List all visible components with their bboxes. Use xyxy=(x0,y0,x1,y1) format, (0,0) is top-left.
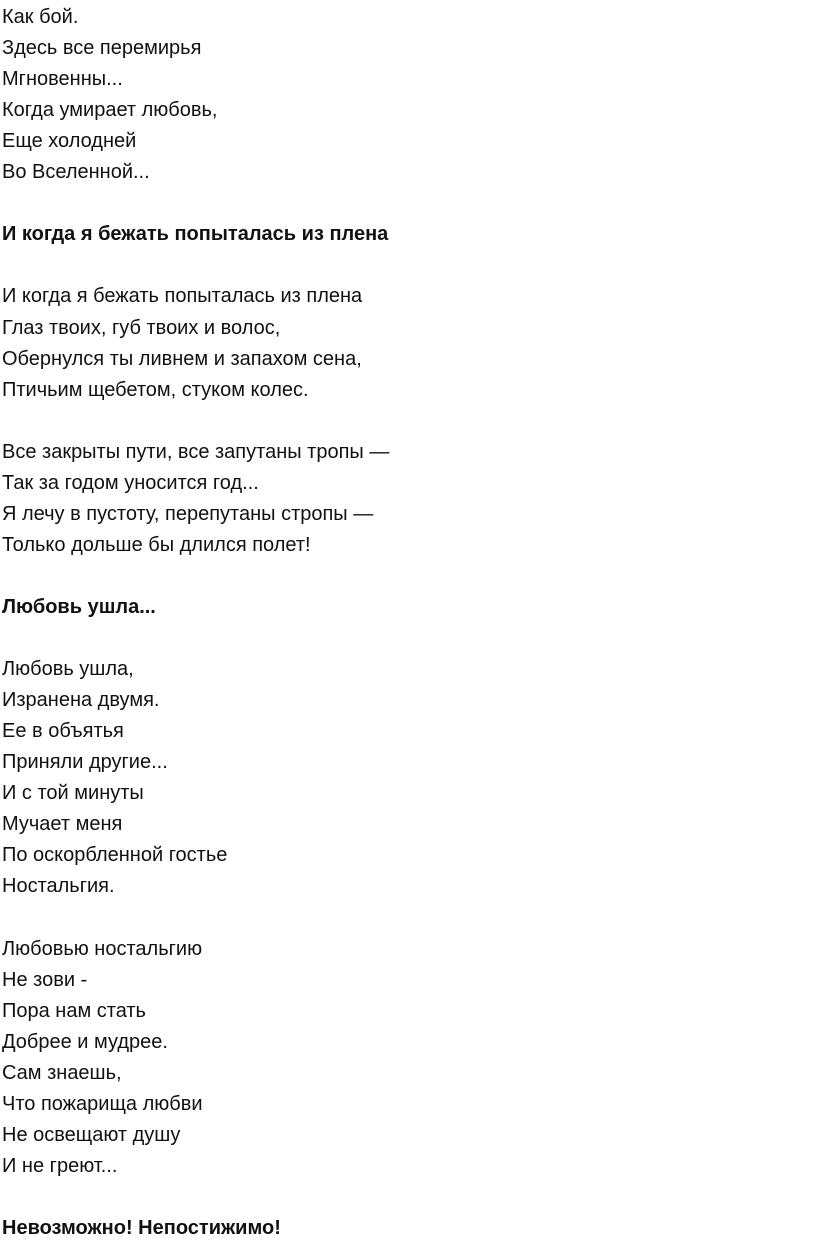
poem-line: Обернулся ты ливнем и запахом сена, xyxy=(2,347,362,370)
poem-line: Изранена двумя. xyxy=(2,689,160,712)
section-heading: Любовь ушла... xyxy=(2,596,156,618)
poem-line: Мгновенны... xyxy=(2,68,123,91)
poem-line: И с той минуты xyxy=(2,782,144,805)
poem-line: Во Вселенной... xyxy=(2,161,150,184)
poem-line: Только дольше бы длился полет! xyxy=(2,533,311,556)
poem-line: Все закрыты пути, все запутаны тропы — xyxy=(2,440,390,463)
poem-line: И не греют... xyxy=(2,1154,118,1177)
poem-line: Я лечу в пустоту, перепутаны стропы — xyxy=(2,502,374,525)
poem-line: Приняли другие... xyxy=(2,751,168,774)
poem-line: Когда умирает любовь, xyxy=(2,99,218,122)
poem-line: Сам знаешь, xyxy=(2,1061,122,1084)
poem-line: И когда я бежать попыталась из плена xyxy=(2,285,363,308)
poem-line: Добрее и мудрее. xyxy=(2,1030,168,1053)
poem-line: Здесь все перемирья xyxy=(2,37,202,59)
poem-line: Пора нам стать xyxy=(2,999,146,1022)
section-heading: Невозможно! Непостижимо! xyxy=(2,1217,281,1239)
poem-line: Не освещают душу xyxy=(2,1123,181,1146)
section-heading: И когда я бежать попыталась из плена xyxy=(2,223,389,246)
poem-line: Так за годом уносится год... xyxy=(2,471,259,494)
poem-line: Как бой. xyxy=(2,6,79,28)
poem-line: Что пожарища любви xyxy=(2,1092,203,1115)
poem-line: Птичьим щебетом, стуком колес. xyxy=(2,378,309,401)
poem-line: Любовью ностальгию xyxy=(2,937,203,960)
poem-line: Ее в объятья xyxy=(2,720,124,743)
poem-line: Глаз твоих, губ твоих и волос, xyxy=(2,316,281,339)
poem-line: По оскорбленной гостье xyxy=(2,844,228,867)
poem-line: Ностальгия. xyxy=(2,875,115,898)
poem-line: Любовь ушла, xyxy=(2,658,134,681)
poem-line: Еще холодней xyxy=(2,130,137,153)
poem-line: Мучает меня xyxy=(2,813,123,836)
poem-line: Не зови - xyxy=(2,968,88,991)
